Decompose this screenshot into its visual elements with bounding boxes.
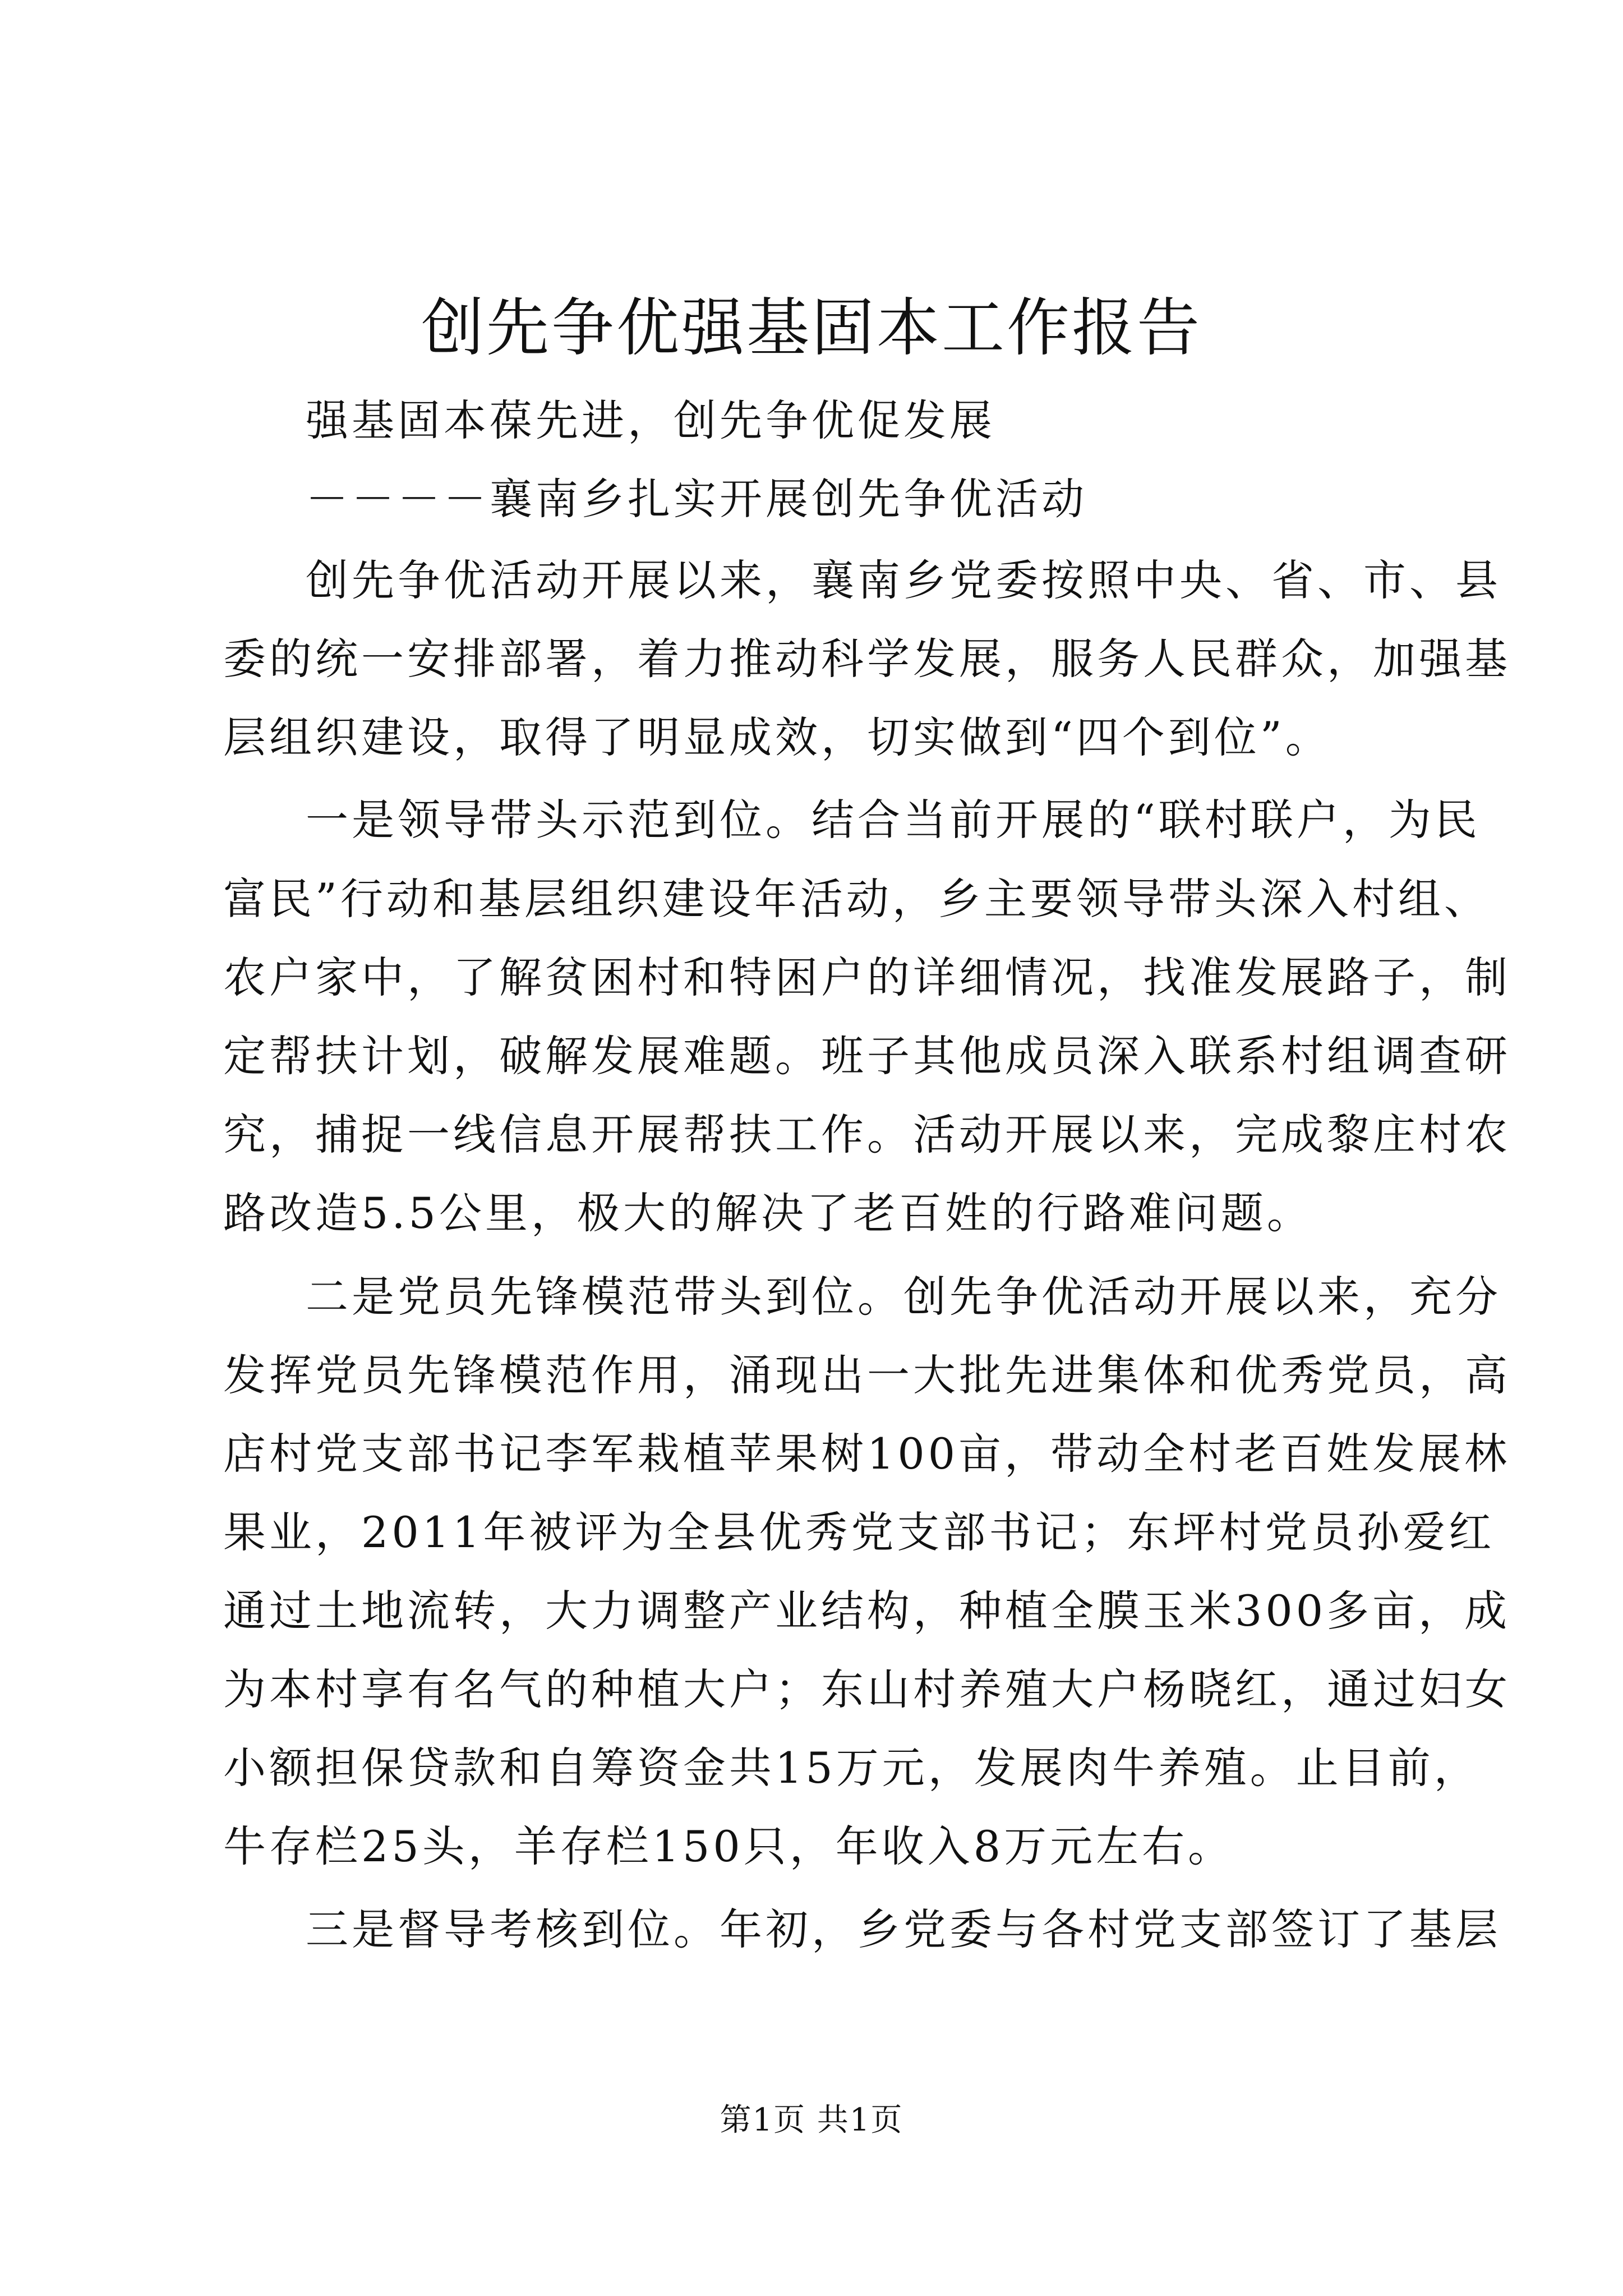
body-line: 小额担保贷款和自筹资金共15万元，发展肉牛养殖。止目前，	[223, 1743, 1480, 1793]
document-title: 创先争优强基固本工作报告	[421, 292, 1202, 365]
body-line: 店村党支部书记李军栽植苹果树100亩，带动全村老百姓发展林	[223, 1429, 1511, 1479]
body-line: 究，捕捉一线信息开展帮扶工作。活动开展以来，完成黎庄村农	[223, 1110, 1511, 1159]
body-line: 委的统一安排部署，着力推动科学发展，服务人民群众，加强基	[223, 634, 1511, 684]
body-line: 一是领导带头示范到位。结合当前开展的“联村联户，为民	[306, 795, 1481, 845]
body-line: 富民”行动和基层组织建设年活动，乡主要领导带头深入村组、	[223, 874, 1490, 924]
body-line: 农户家中，了解贫困村和特困户的详细情况，找准发展路子，制	[223, 953, 1511, 1002]
body-line: 通过土地流转，大力调整产业结构，种植全膜玉米300多亩，成	[223, 1586, 1511, 1636]
body-line: 三是督导考核到位。年初，乡党委与各村党支部签订了基层	[306, 1904, 1501, 1954]
subtitle-line: 强基固本葆先进，创先争优促发展	[306, 395, 995, 445]
body-line: 层组织建设，取得了明显成效，切实做到“四个到位”。	[223, 712, 1331, 762]
page-number: 第1页 共1页	[720, 2102, 903, 2138]
body-line: 为本村享有名气的种植大户；东山村养殖大户杨晓红，通过妇女	[223, 1664, 1511, 1714]
body-line: 发挥党员先锋模范作用，涌现出一大批先进集体和优秀党员，高	[223, 1350, 1511, 1400]
body-line: 果业，2011年被评为全县优秀党支部书记；东坪村党员孙爱红	[223, 1507, 1495, 1557]
body-line: 牛存栏25头，羊存栏150只，年收入8万元左右。	[223, 1821, 1234, 1871]
subtitle-line: －－－－襄南乡扎实开展创先争优活动	[306, 474, 1087, 524]
body-line: 创先争优活动开展以来，襄南乡党委按照中央、省、市、县	[306, 555, 1501, 605]
body-line: 定帮扶计划，破解发展难题。班子其他成员深入联系村组调查研	[223, 1031, 1511, 1081]
body-line: 二是党员先锋模范带头到位。创先争优活动开展以来，充分	[306, 1272, 1501, 1322]
body-line: 路改造5.5公里，极大的解决了老百姓的行路难问题。	[223, 1188, 1313, 1238]
